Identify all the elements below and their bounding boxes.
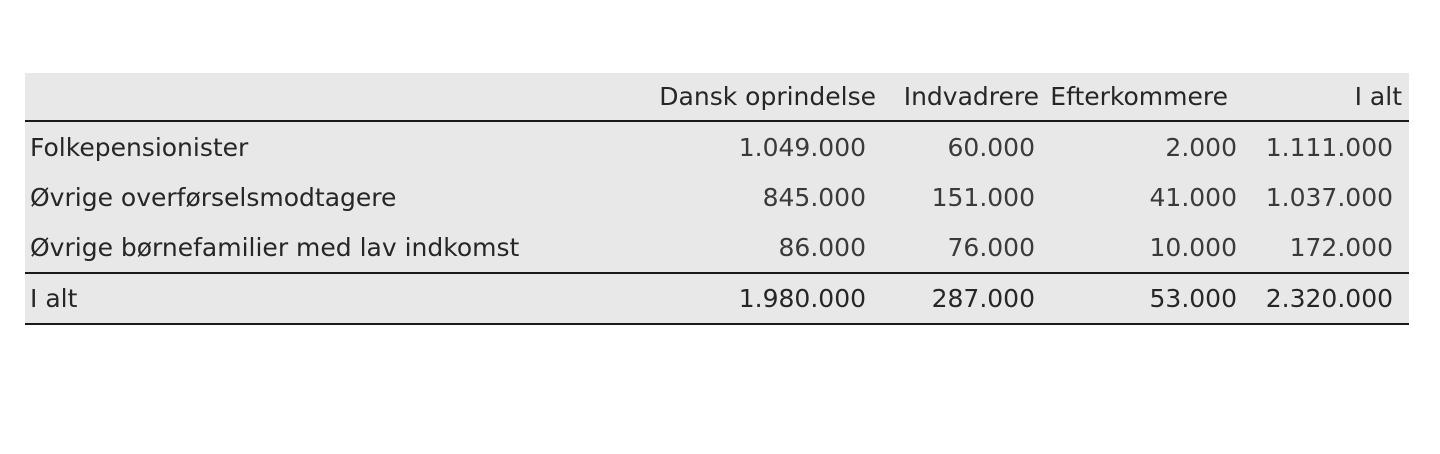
cell-efterkommere: 2.000: [1165, 132, 1237, 162]
cell-efterkommere: 10.000: [1149, 232, 1237, 262]
total-label: I alt: [25, 273, 600, 324]
cell-efterkommere: 41.000: [1149, 182, 1237, 212]
table-row: [25, 121, 1409, 172]
total-row: [25, 273, 1409, 324]
cell-i-alt: 1.037.000: [1265, 182, 1393, 212]
table-row: [25, 222, 1409, 273]
header-i-alt: I alt: [1256, 73, 1409, 121]
row-label: Øvrige overførselsmodtagere: [30, 182, 397, 212]
cell-i-alt: 1.111.000: [1265, 132, 1393, 162]
population-table: [25, 73, 1409, 325]
total-dansk-oprindelse: 1.980.000: [600, 273, 880, 324]
cell-dansk-oprindelse: 845.000: [762, 182, 866, 212]
cell-indvadrere: 60.000: [947, 132, 1035, 162]
table-header: [25, 73, 1409, 121]
row-label: Øvrige børnefamilier med lav indkomst: [30, 232, 520, 262]
cell-i-alt: 172.000: [1289, 232, 1393, 262]
table-footer: [25, 273, 1409, 324]
header-efterkommere: Efterkommere: [1043, 73, 1256, 121]
header-stub: [25, 73, 600, 121]
cell-dansk-oprindelse: 1.049.000: [738, 132, 866, 162]
table-row: [25, 172, 1409, 222]
header-row: [25, 73, 1409, 121]
cell-dansk-oprindelse: 86.000: [778, 232, 866, 262]
header-dansk-oprindelse: Dansk oprindelse: [600, 73, 880, 121]
total-indvadrere: 287.000: [880, 273, 1043, 324]
header-indvadrere: Indvadrere: [880, 73, 1043, 121]
cell-indvadrere: 151.000: [931, 182, 1035, 212]
cell-indvadrere: 76.000: [947, 232, 1035, 262]
row-label: Folkepensionister: [30, 132, 249, 162]
table-body: [25, 121, 1409, 273]
data-table-container: [25, 73, 1409, 325]
total-efterkommere: 53.000: [1043, 273, 1256, 324]
total-i-alt: 2.320.000: [1256, 273, 1409, 324]
